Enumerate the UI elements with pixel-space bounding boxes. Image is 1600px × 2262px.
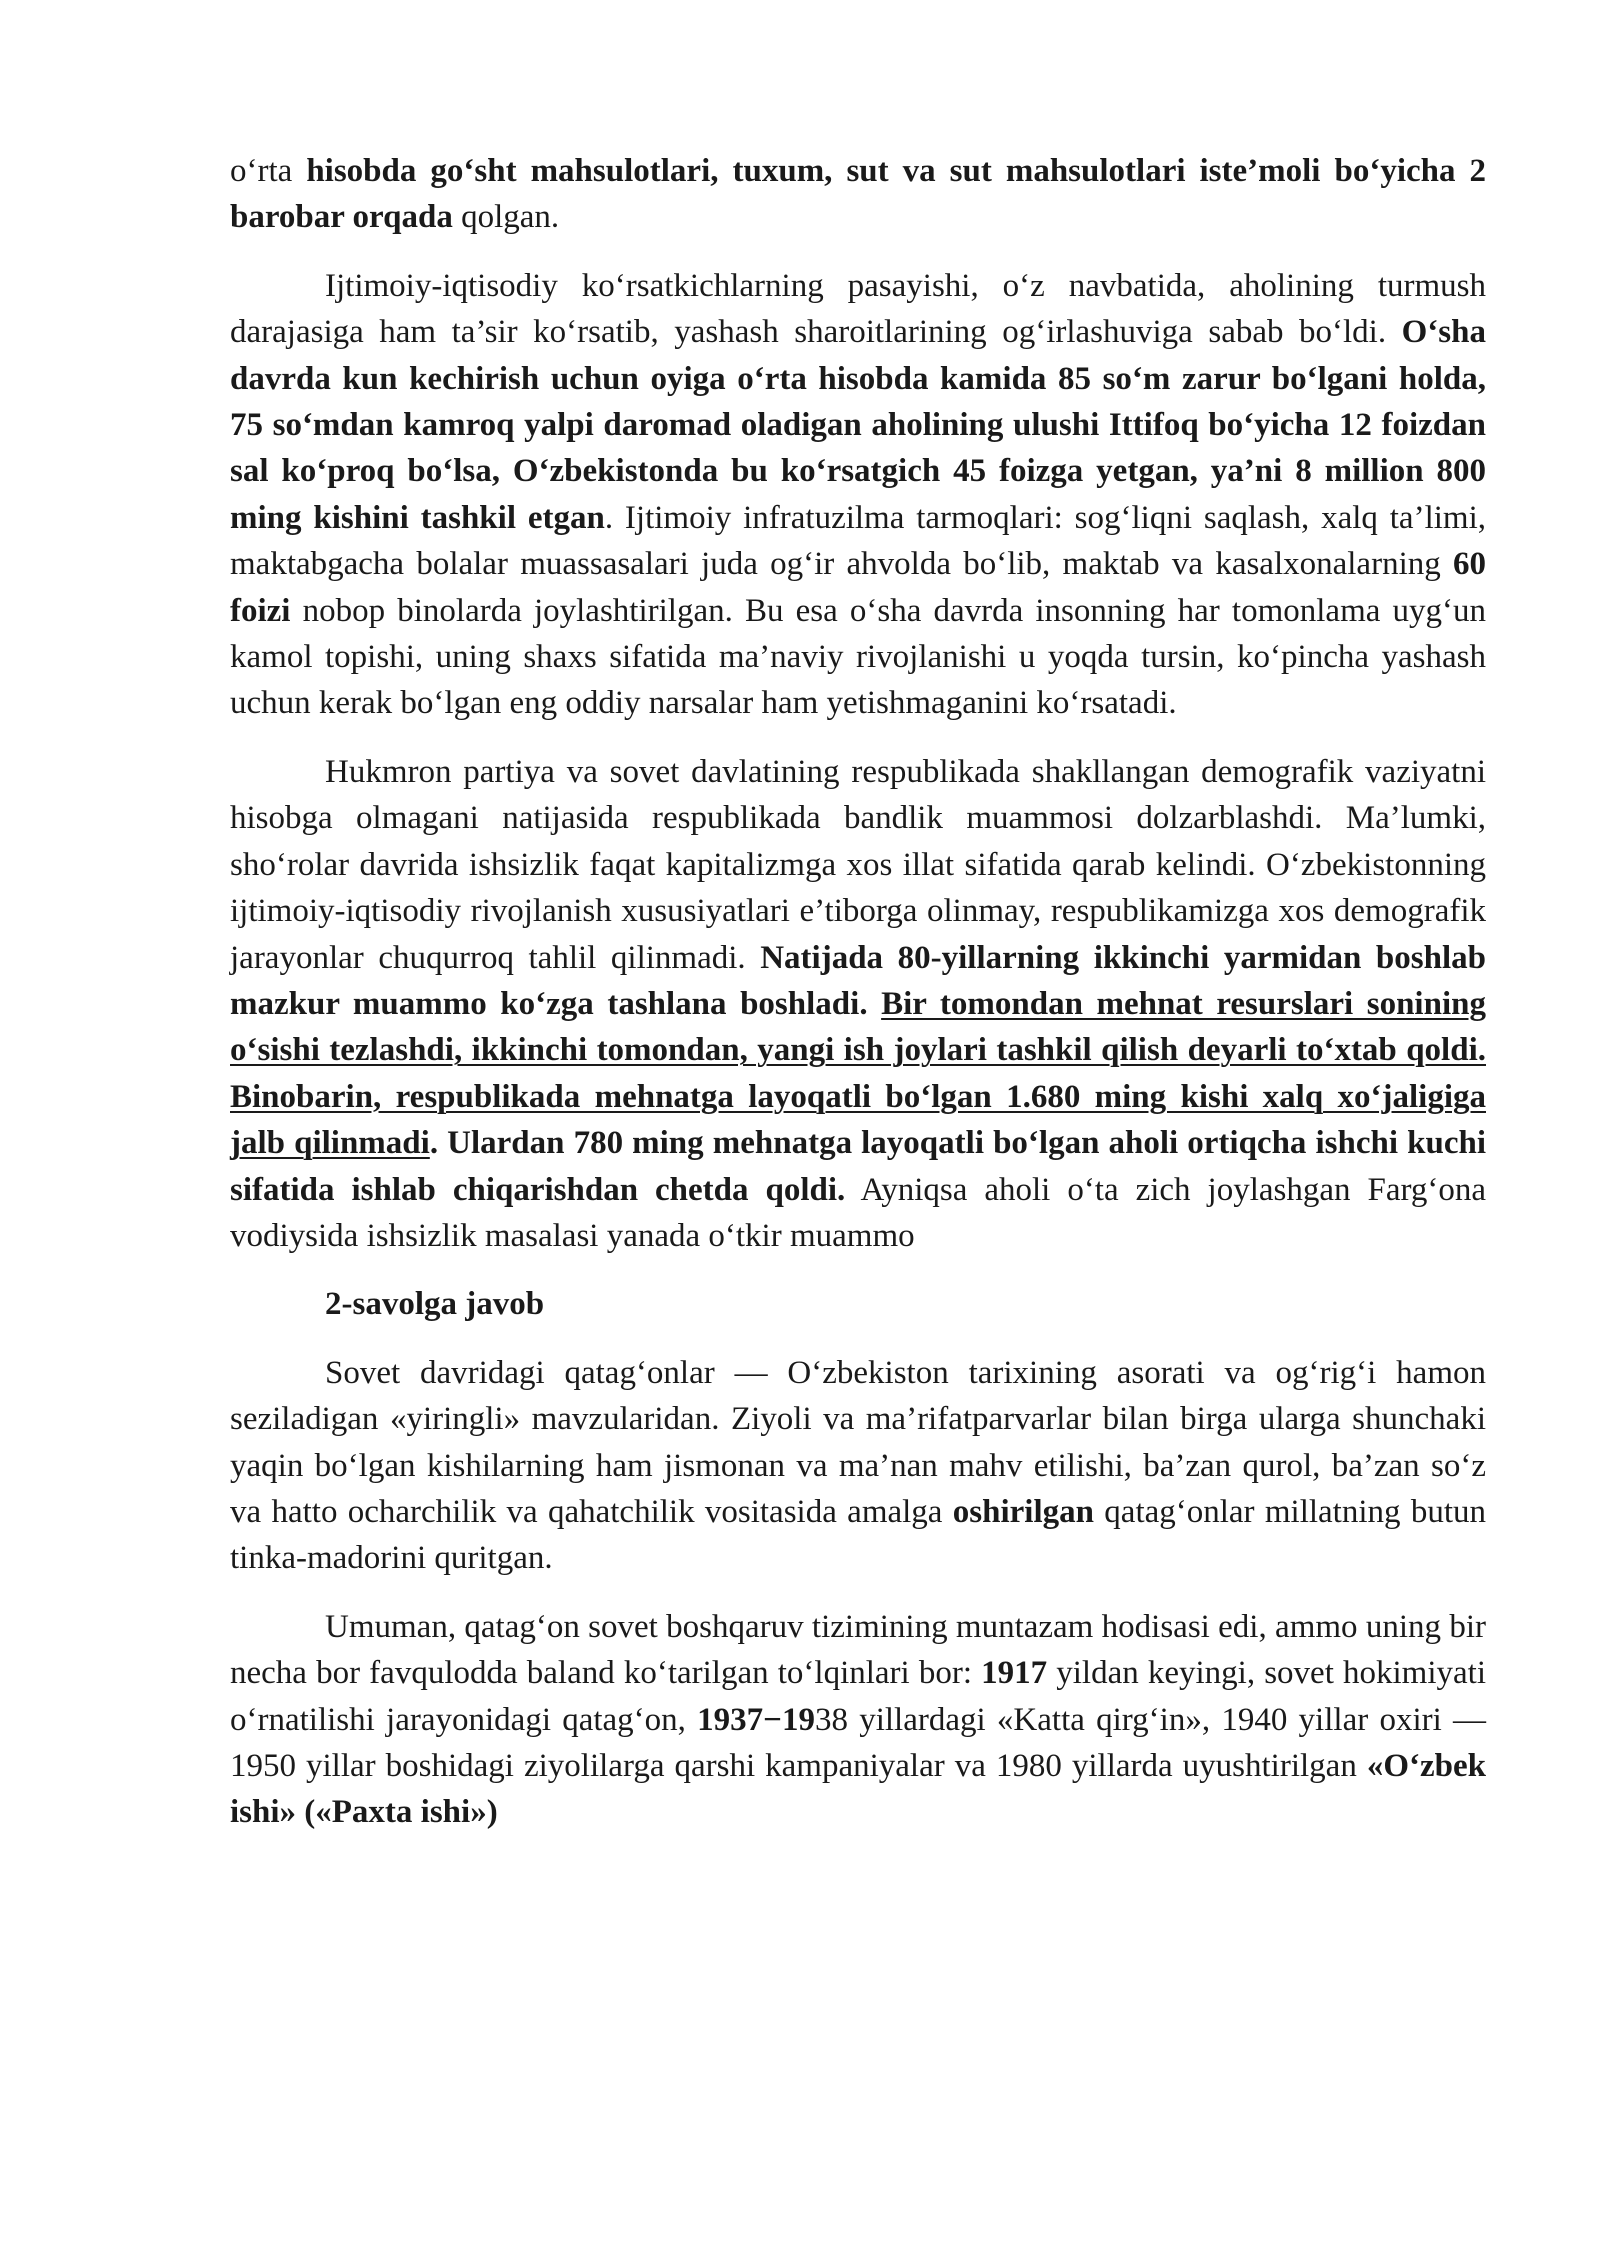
text-run: yildan keyingi, sovet hokimiyati o‘rnatilishi jarayonidagi qatag‘on, xyxy=(230,1655,1486,1738)
bold-run: oshirilgan xyxy=(952,1493,1094,1530)
text-run: Ijtimoiy-iqtisodiy ko‘rsatkichlarning pasayishi, o‘z navbatida, aholining turmush darajasiga ham ta’sir ko‘rsatib, yashash sharoitlarining og‘irlashuviga sabab bo‘ldi. xyxy=(230,267,1486,351)
paragraph-5 xyxy=(230,1604,1486,1836)
text-run: Sovet davridagi qatag‘onlar — O‘zbekiston tarixining asorati va og‘rig‘i hamon seziladigan «yiringli» mavzularidan. Ziyoli va ma’rifatparvarlar bilan birga ularga shunchaki yaqin bo‘lgan kishilarning ham jismonan va ma’nan mahv etilishi, ba’zan qurol, ba’zan so‘z va hatto ocharchilik va qahatchilik vositasida amalga xyxy=(230,1354,1486,1530)
bold-run: «O‘zbek ishi» («Paxta ishi») xyxy=(230,1748,1486,1831)
bold-run: . Ulardan 780 ming mehnatga layoqatli bo‘lgan aholi ortiqcha ishchi kuchi sifatida ishlab chiqarishdan chetda qoldi. xyxy=(230,1125,1486,1208)
text-run: Hukmron partiya va sovet davlatining respublikada shakllangan demografik vaziyatni hisobga olmagani natijasida respublikada bandlik muammosi dolzarblashdi. Ma’lumki, sho‘rolar davrida ishsizlik faqat kapitalizmga xos illat sifatida qarab kelindi. O‘zbekistonning ijtimoiy-iqtisodiy rivojlanish xususiyatlari e’tiborga olinmay, respublikamizga xos demografik jarayonlar chuqurroq tahlil qilinmadi. xyxy=(230,753,1486,976)
text-run: o‘rta xyxy=(230,153,307,189)
section-heading: 2-savolga javob xyxy=(325,1286,545,1323)
text-run: nobop binolarda joylashtirilgan. Bu esa o‘sha davrda insonning har tomonlama uyg‘un kamol topishi, uning shaxs sifatida ma’naviy rivojlanishi u yoqda tursin, ko‘pincha yashash uchun kerak bo‘lgan eng oddiy narsalar ham yetishmaganini ko‘rsatadi. xyxy=(230,592,1486,722)
document-body xyxy=(230,148,1486,1858)
paragraph-1 xyxy=(230,148,1486,241)
text-run: qolgan. xyxy=(452,199,560,236)
paragraph-4 xyxy=(230,1350,1486,1582)
text-run: Ayniqsa aholi o‘ta zich joylashgan Farg‘ona vodiysida ishsizlik masalasi yanada o‘tkir muammo xyxy=(230,1171,1486,1254)
bold-run: Natijada 80-yillarning ikkinchi yarmidan boshlab mazkur muammo ko‘zga tashlana boshladi. xyxy=(230,939,1486,1022)
bold-run: 1917 xyxy=(981,1655,1048,1692)
underlined-text: Bir tomondan mehnat resurslari sonining o‘sishi tezlashdi, ikkinchi tomondan, yangi ish joylari tashkil qilish deyarli to‘xtab qoldi. Binobarin, respublikada mehnatga layoqatli bo‘lgan 1.680 ming kishi xalq xo‘jaligiga jalb qilinmadi xyxy=(230,985,1486,1162)
bold-run: O‘sha davrda kun kechirish uchun oyiga o‘rta hisobda kamida 85 so‘m zarur bo‘lgani holda, 75 so‘mdan kamroq yalpi daromad oladigan aholining ulushi Ittifoq bo‘yicha 12 foizdan sal ko‘proq bo‘lsa, O‘zbekistonda bu ko‘rsatgich 45 foizga yetgan, ya’ni 8 million 800 ming kishini tashkil etgan xyxy=(230,314,1486,536)
bold-run: hisobda go‘sht mahsulotlari, tuxum, sut va sut mahsulotlari iste’moli bo‘yicha 2 barobar orqada xyxy=(230,153,1486,236)
text-run: Umuman, qatag‘on sovet boshqaruv tizimining muntazam hodisasi edi, ammo uning bir necha bor favqulodda baland ko‘tarilgan to‘lqinlari bor: xyxy=(230,1608,1486,1692)
text-run: . Ijtimoiy infratuzilma tarmoqlari: sog‘liqni saqlash, xalq ta’limi, maktabgacha bolalar muassasalari juda og‘ir ahvolda bo‘lib, maktab va kasalxonalarning xyxy=(230,499,1486,583)
text-run: 38 yillardagi «Katta qirg‘in», 1940 yillar oxiri — 1950 yillar boshidagi ziyolilarga qarshi kampaniyalar va 1980 yillarda uyushtirilgan xyxy=(230,1701,1487,1784)
paragraph-3 xyxy=(230,749,1486,1259)
bold-run: 60 foizi xyxy=(230,546,1486,629)
text-run: qatag‘onlar millatning butun tinka-madorini quritgan. xyxy=(230,1493,1486,1577)
paragraph-2 xyxy=(230,263,1486,727)
bold-run: 1937−19 xyxy=(697,1701,815,1738)
